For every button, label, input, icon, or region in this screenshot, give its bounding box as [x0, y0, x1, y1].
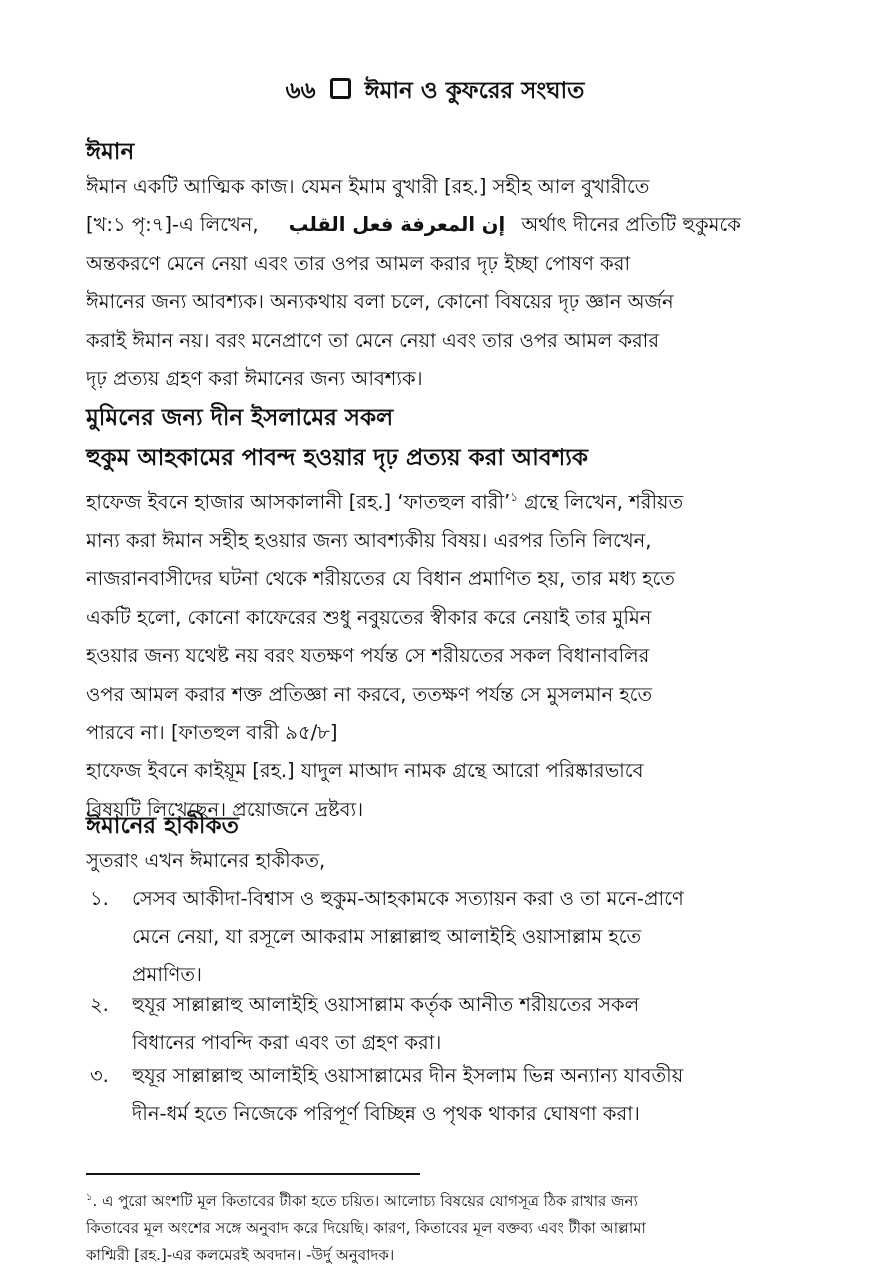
running-header: [0, 72, 870, 111]
section-mumin-paragraph: [86, 478, 786, 829]
paragraph-line: ওপর আমল করার শক্ত প্রতিজ্ঞা না করবে, ততক্ষণ পর্যন্ত সে মুসলমান হতে: [86, 682, 653, 706]
list-number: ২.: [90, 993, 109, 1016]
paragraph-line: ঈমানের জন্য আবশ্যক। অন্যকথায় বলা চলে, কোনো বিষয়ের দৃঢ় জ্ঞান অর্জন: [86, 290, 674, 314]
paragraph-line: পারবে না। [ফাতহুল বারী ৯৫/৮]: [86, 720, 338, 744]
section-title-iman: ঈমান: [86, 139, 135, 165]
footnote-text: . এ পুরো অংশটি মূল কিতাবের টীকা হতে চয়িত। আলোচ্য বিষয়ের যোগসূত্র ঠিক রাখার জন্য: [92, 1192, 638, 1210]
paragraph-text: [খ:১ পৃ:৭]-এ লিখেন,: [86, 213, 259, 237]
page-number: ৬৬: [285, 78, 316, 104]
paragraph-line: ঈমান একটি আত্মিক কাজ। যেমন ইমাম বুখারী [রহ.] সহীহ আল বুখারীতে: [86, 175, 650, 198]
footnote-marker: ১: [510, 490, 519, 504]
list-line: হুযূর সাল্লাল্লাহু আলাইহি ওয়াসাল্লাম কর্তৃক আনীত শরীয়তের সকল: [132, 993, 640, 1016]
footnote-line: কিতাবের মূল অংশের সঙ্গে অনুবাদ করে দিয়েছি। কারণ, কিতাবের মূল বক্তব্য এবং টীকা আল্লামা: [86, 1219, 646, 1237]
intro-line: সুতরাং এখন ঈমানের হাকীকত,: [86, 849, 326, 872]
paragraph-line: করাই ঈমান নয়। বরং মনেপ্রাণে তা মেনে নেয়া এবং তার ওপর আমল করার: [86, 328, 660, 352]
paragraph-line: হওয়ার জন্য যথেষ্ট নয় বরং যতক্ষণ পর্যন্ত সে শরীয়তের সকল বিধানাবলির: [86, 644, 650, 668]
paragraph-line: হাফেজ ইবনে কাইয়ূম [রহ.] যাদুল মাআদ নামক গ্রন্থে আরো পরিষ্কারভাবে: [86, 759, 644, 783]
paragraph-line: অন্তকরণে মেনে নেয়া এবং তার ওপর আমল করার দৃঢ় ইচ্ছা পোষণ করা: [86, 251, 631, 275]
section-hakikat-intro: [86, 842, 786, 880]
paragraph-text: হাফেজ ইবনে হাজার আসকালানী [রহ.] ‘ফাতহুল বারী’: [86, 490, 511, 514]
footnote-line: [86, 1184, 786, 1215]
footnote: [86, 1184, 786, 1269]
paragraph-line: দৃঢ় প্রত্যয় গ্রহণ করা ঈমানের জন্য আবশ্যক।: [86, 367, 423, 391]
list-line: দীন-ধর্ম হতে নিজেকে পরিপূর্ণ বিচ্ছিন্ন ও পৃথক থাকার ঘোষণা করা।: [132, 1102, 640, 1125]
section-title-hakikat: ঈমানের হাকীকত: [86, 813, 239, 839]
list-line: মেনে নেয়া, যা রসূলে আকরাম সাল্লাল্লাহু আলাইহি ওয়াসাল্লাম হতে: [132, 925, 642, 948]
section-iman-paragraph: [86, 168, 786, 398]
arabic-quote: إن المعرفة فعل القلب: [288, 213, 506, 237]
paragraph-text: অর্থাৎ দীনের প্রতিটি হুকুমকে: [521, 213, 741, 237]
list-line: বিধানের পাবন্দি করা এবং তা গ্রহণ করা।: [132, 1031, 442, 1054]
square-bullet-icon: [330, 78, 351, 99]
footnote-divider: [86, 1173, 420, 1175]
footnote-marker: ১: [86, 1192, 93, 1203]
list-line: প্রমাণিত।: [132, 963, 203, 986]
paragraph-line: নাজরানবাসীদের ঘটনা থেকে শরীয়তের যে বিধান প্রমাণিত হয়, তার মধ্য হতে: [86, 567, 675, 591]
paragraph-line: বিষয়টি লিখেছেন। প্রয়োজনে দ্রষ্টব্য।: [86, 797, 364, 821]
paragraph-line: মান্য করা ঈমান সহীহ হওয়ার জন্য আবশ্যকীয় বিষয়। এরপর তিনি লিখেন,: [86, 528, 652, 552]
book-title: ঈমান ও কুফরের সংঘাত: [364, 78, 585, 104]
footnote-line: কাশ্মিরী [রহ.]-এর কলমেরই অবদান। -উর্দু অনুবাদক।: [86, 1246, 395, 1264]
list-line: সেসব আকীদা-বিশ্বাস ও হুকুম-আহকামকে সত্যায়ন করা ও তা মনে-প্রাণে: [132, 887, 684, 910]
section-title-mumin-line1: মুমিনের জন্য দীন ইসলামের সকল: [86, 405, 394, 431]
list-number: ১.: [90, 887, 109, 910]
list-number: ৩.: [90, 1064, 109, 1087]
paragraph-line-with-quote: [86, 206, 786, 244]
paragraph-text: গ্রন্থে লিখেন, শরীয়ত: [524, 490, 684, 514]
paragraph-line-with-footnote: [86, 478, 786, 522]
paragraph-line: একটি হলো, কোনো কাফেরের শুধু নবুয়তের স্বীকার করে নেয়াই তার মুমিন: [86, 605, 652, 629]
section-title-mumin-line2: হুকুম আহকামের পাবন্দ হওয়ার দৃঢ় প্রত্যয় করা আবশ্যক: [86, 445, 589, 471]
list-line: হুযূর সাল্লাল্লাহু আলাইহি ওয়াসাল্লামের দীন ইসলাম ভিন্ন অন্যান্য যাবতীয়: [132, 1064, 684, 1087]
